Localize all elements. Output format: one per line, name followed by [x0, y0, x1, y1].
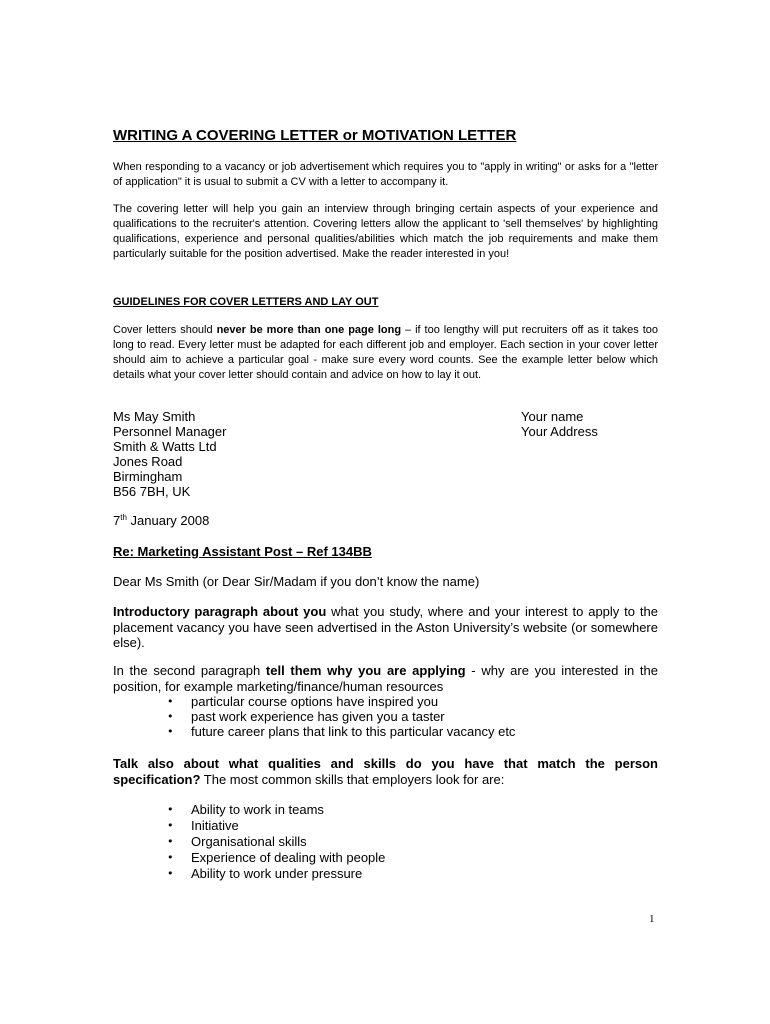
recipient-line: Jones Road [113, 454, 183, 469]
second-rest: - why are you interested in the position, for example marketing/finance/human resources [113, 663, 658, 694]
page-title: WRITING A COVERING LETTER or MOTIVATION LETTER [113, 127, 517, 144]
list-item: • Experience of dealing with people [167, 850, 385, 866]
guidelines-paragraph [113, 323, 658, 383]
intro-paragraph [113, 604, 658, 651]
skills-list [167, 802, 385, 882]
recipient-address [113, 409, 226, 499]
letter-date [113, 513, 209, 528]
recipient-line: Birmingham [113, 469, 183, 484]
date-rest: January 2008 [126, 513, 210, 528]
recipient-line: Smith & Watts Ltd [113, 439, 217, 454]
intro-paragraph-1: When responding to a vacancy or job advertisement which requires you to "apply in writing" or asks for a "letter of application" it is usual to submit a CV with a letter to accompany it. [113, 161, 658, 188]
list-item: • future career plans that link to this particular vacancy etc [167, 724, 515, 739]
list-item: • Organisational skills [167, 834, 385, 850]
guidelines-rest: – if too lengthy will put recruiters off as it takes too long to read. Every letter must be adapted for each different job and employer. Each section in your cover letter should aim to achieve a particular goal - make sure every word counts. See the example letter below which details what your cover letter should contain and advice on how to lay it out. [113, 324, 658, 381]
list-item: • particular course options have inspired you [167, 694, 515, 709]
skills-bold: Talk also about what qualities and skills do you have that match the person specification? [113, 756, 658, 787]
sender-address [521, 409, 598, 439]
second-bold: tell them why you are applying [265, 663, 466, 678]
sender-line: Your name [521, 409, 584, 424]
reasons-list [167, 694, 515, 739]
page-number: 1 [649, 913, 655, 925]
guidelines-heading: GUIDELINES FOR COVER LETTERS AND LAY OUT [113, 296, 379, 308]
list-item: • past work experience has given you a taster [167, 709, 515, 724]
sender-line: Your Address [521, 424, 598, 439]
recipient-line: B56 7BH, UK [113, 484, 191, 499]
skills-rest: The most common skills that employers look for are: [200, 771, 505, 787]
skills-paragraph [113, 756, 658, 787]
list-item: • Initiative [167, 818, 385, 834]
intro-paragraph-2: The covering letter will help you gain an interview through bringing certain aspects of your experience and qualifications to the recruiter's attention. Covering letters allow the applicant to 'sell themselves' by highlighting qualifications, experience and personal qualities/abilities which match the job requirements and make them particularly suitable for the position advertised. Make the reader interested in you! [113, 203, 658, 260]
recipient-line: Ms May Smith [113, 409, 196, 424]
letter-subject: Re: Marketing Assistant Post – Ref 134BB [113, 544, 372, 559]
list-item: • Ability to work under pressure [167, 866, 385, 882]
recipient-line: Personnel Manager [113, 424, 227, 439]
intro-rest: what you study, where and your interest to apply to the placement vacancy you have seen advertised in the Aston University’s website (or somewhere else). [113, 604, 658, 650]
second-lead: In the second paragraph [113, 663, 266, 678]
guidelines-bold: never be more than one page long [216, 324, 402, 336]
date-day: 7 [113, 513, 121, 528]
list-item: • Ability to work in teams [167, 802, 385, 818]
guidelines-lead: Cover letters should [113, 324, 217, 336]
second-paragraph [113, 663, 658, 694]
date-suffix: th [120, 513, 127, 522]
intro-bold: Introductory paragraph about you [113, 604, 327, 619]
letter-salutation: Dear Ms Smith (or Dear Sir/Madam if you don’t know the name) [113, 574, 480, 589]
